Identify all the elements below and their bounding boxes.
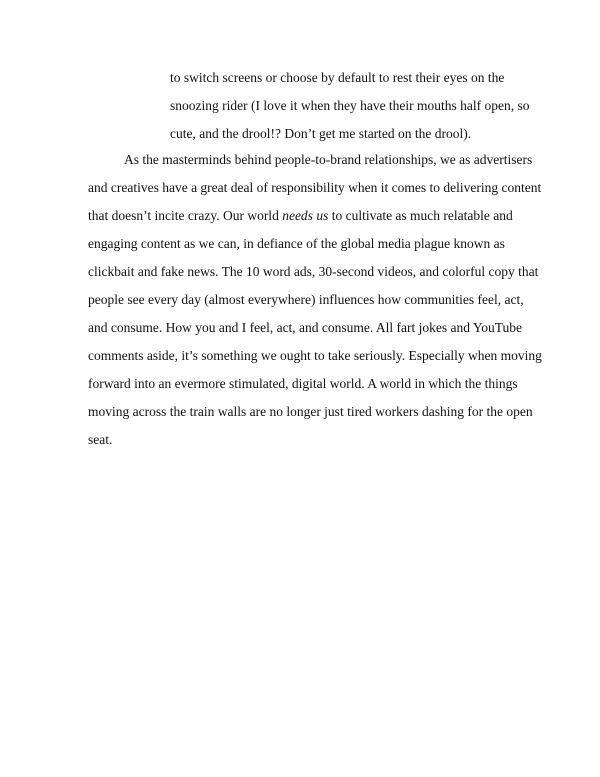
paragraph-line: forward into an evermore stimulated, digital world. A world in which the things bbox=[88, 376, 518, 391]
paragraph-line: engaging content as we can, in defiance of the global media plague known as bbox=[88, 236, 505, 251]
quote-line: cute, and the drool!? Don’t get me started on the drool). bbox=[170, 126, 472, 141]
quote-line: snoozing rider (I love it when they have their mouths half open, so bbox=[170, 98, 530, 113]
block-quote bbox=[170, 64, 530, 148]
paragraph-line: and creatives have a great deal of responsibility when it comes to delivering content bbox=[88, 180, 542, 195]
paragraph-line bbox=[88, 202, 528, 230]
paragraph-line: As the masterminds behind people-to-brand relationships, we as advertisers bbox=[124, 152, 533, 167]
paragraph-line: and consume. How you and I feel, act, and consume. All fart jokes and YouTube bbox=[88, 320, 523, 335]
paragraph-line: moving across the train walls are no longer just tired workers dashing for the open bbox=[88, 404, 533, 419]
body-paragraph bbox=[88, 146, 542, 454]
emphasized-text: needs us bbox=[282, 208, 329, 223]
text-run: that doesn’t incite crazy. Our world bbox=[88, 208, 283, 223]
paragraph-line: comments aside, it’s something we ought to take seriously. Especially when moving bbox=[88, 348, 542, 363]
quote-line: to switch screens or choose by default to rest their eyes on the bbox=[170, 70, 505, 85]
paragraph-line: people see every day (almost everywhere) influences how communities feel, act, bbox=[88, 292, 524, 307]
paragraph-line: seat. bbox=[88, 432, 113, 447]
text-run: to cultivate as much relatable and bbox=[328, 208, 513, 223]
paragraph-line: clickbait and fake news. The 10 word ads, 30-second videos, and colorful copy that bbox=[88, 264, 539, 279]
